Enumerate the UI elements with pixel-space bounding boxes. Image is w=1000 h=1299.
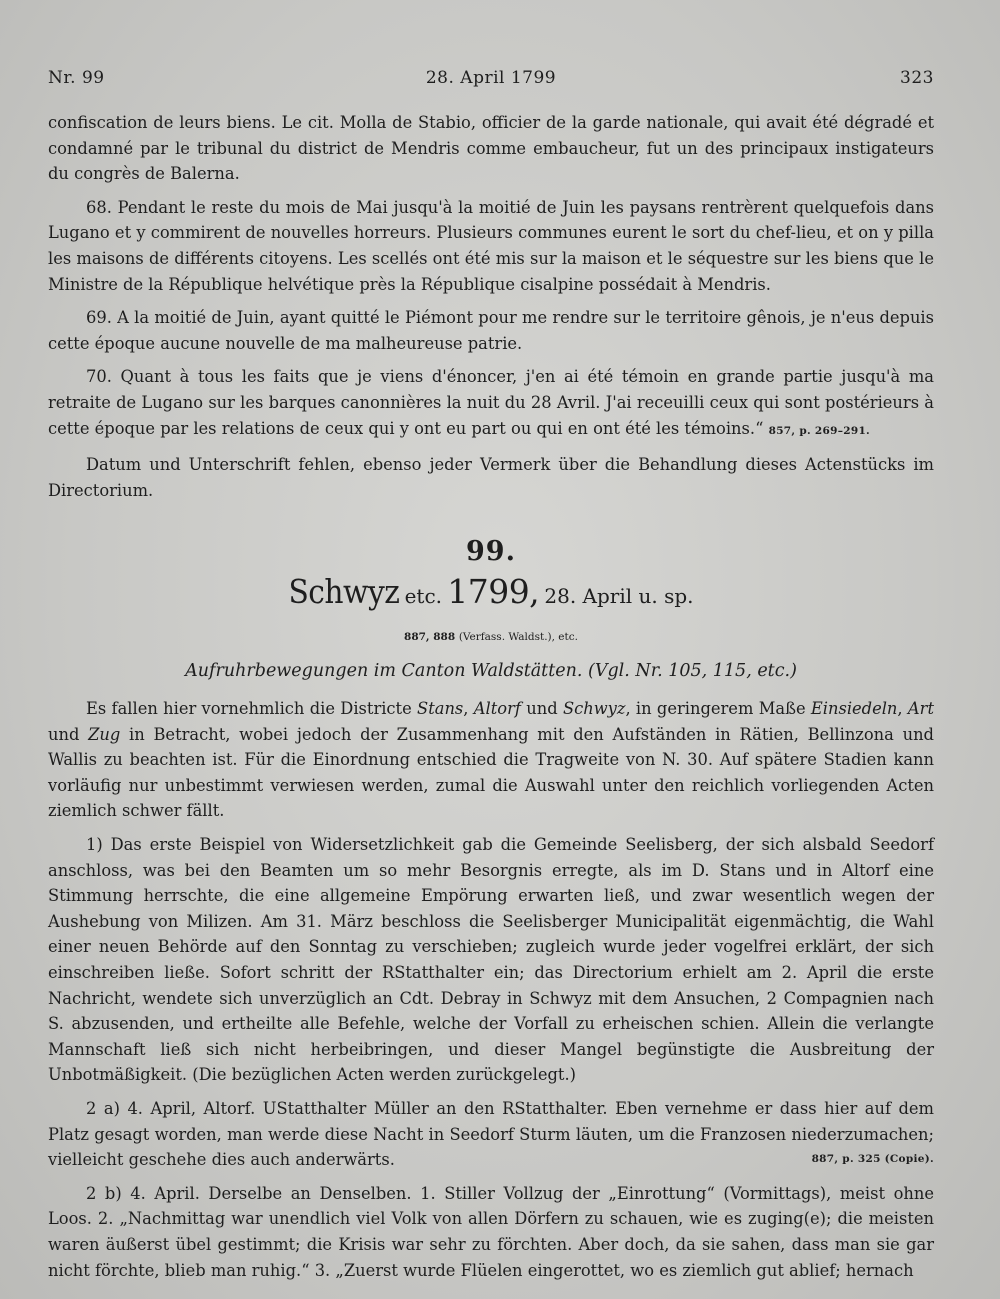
district-schwyz: Schwyz xyxy=(562,699,626,719)
place-art: Art xyxy=(907,699,935,719)
district-altorf: Altorf xyxy=(473,699,521,719)
header-date: 28. April 1799 xyxy=(425,68,557,88)
editorial-note: Datum und Unterschrift fehlen, ebenso jeder Vermerk über die Behandlung dieses Actenstücks im Directorium. xyxy=(48,455,934,500)
heading-date: 28. April u. sp. xyxy=(544,583,694,608)
heading-year: 1799, xyxy=(447,571,540,611)
intro-text: in Betracht, wobei jedoch der Zusammenhang mit den Aufständen in Rätien, Bellinzona und Wallis zu beachten ist. Für die Einordnung entschied die Tragweite von N. 30. Auf spätere Stadien kann vorläufig nur unbestimmt verwiesen werden, zumal die Auswahl unter den reichlich vorliegenden Acten ziemlich schwer fällt. xyxy=(48,724,934,821)
document-number: 99. xyxy=(466,536,516,568)
document-page xyxy=(48,68,935,1280)
section-2a-reference: 887, p. 325 (Copie). xyxy=(811,1153,934,1166)
section-2a xyxy=(48,1096,934,1173)
paragraph-68: 68. Pendant le reste du mois de Mai jusqu'à la moitié de Juin les paysans rentrèrent quelquefois dans Lugano et y commirent de nouvelles horreurs. Plusieurs communes eurent le sort du chef-lieu, et on y pilla les maisons de différents citoyens. Les scellés ont été mis sur la maison et le séquestre sur les biens que le Ministre de la République helvétique près la République cisalpine possédait à Mendris. xyxy=(48,197,934,294)
intro-paragraph xyxy=(48,696,934,824)
header-document-number: Nr. 99 xyxy=(48,68,105,88)
intro-text: und xyxy=(520,699,563,719)
refs-numbers: 887, 888 xyxy=(404,630,456,643)
document-source-refs xyxy=(48,625,934,651)
page-number: 323 xyxy=(900,68,934,88)
paragraph-67-continued: confiscation de leurs biens. Le cit. Molla de Stabio, officier de la garde nationale, qui avait été dégradé et condamné par le tribunal du district de Mendris comme embaucheur, fut un des principaux instigateurs du congrès de Balerna. xyxy=(48,113,934,184)
place-zug: Zug xyxy=(88,724,121,744)
intro-text: , xyxy=(463,699,474,719)
intro-text: und xyxy=(48,724,89,744)
district-stans: Stans xyxy=(417,699,464,719)
section-1: 1) Das erste Beispiel von Widersetzlichkeit gab die Gemeinde Seelisberg, der sich alsbald Seedorf anschloss, was bei den Beamten um so mehr Besorgnis erregte, als im D. Stans und in Altorf eine Stimmung herrschte, die eine allgemeine Empörung erwarten ließ, und zwar wesentlich wegen der Aushebung von Milizen. Am 31. März beschloss die Seelisberger Municipalität eigenmächtig, die Wahl einer neuen Behörde auf den Sonntag zu verschieben; zugleich wurde jeder vogelfrei erklärt, der sich einschreiben ließe. Sofort schritt der RStatthalter ein; das Directorium erhielt am 2. April die erste Nachricht, wendete sich unverzüglich an Cdt. Debray in Schwyz mit dem Ansuchen, 2 Compagnien nach S. abzusenden, und ertheilte alle Befehle, welche der Vorfall zu erheischen schien. Allein die verlangte Mannschaft ließ sich nicht herbeibringen, und dieser Mangel begünstigte die Ausbreitung der Unbotmäßigkeit. (Die bezüglichen Acten werden zurückgelegt.) xyxy=(48,835,934,1085)
running-head xyxy=(48,68,934,96)
intro-text: , xyxy=(897,699,908,719)
paragraph-70-text: 70. Quant à tous les faits que je viens d'énoncer, j'en ai été témoin en grande partie jusqu'à ma retraite de Lugano sur les barques canonnières la nuit du 28 Avril. J'ai receuilli ceux qui sont postérieurs à cette époque par les relations de ceux qui y ont eu part ou qui en ont été les témoins.“ xyxy=(48,367,934,438)
section-2a-text: 2 a) 4. April, Altorf. UStatthalter Müller an den RStatthalter. Eben vernehme er dass hier auf dem Platz gesagt worden, man werde diese Nacht in Seedorf Sturm läuten, um die Franzosen niederzumachen; vielleicht geschehe dies auch anderwärts. xyxy=(48,1099,934,1170)
paragraph-69: 69. A la moitié de Juin, ayant quitté le Piémont pour me rendre sur le territoire gênois, je n'eus depuis cette époque aucune nouvelle de ma malheureuse patrie. xyxy=(48,308,934,353)
paragraph-70 xyxy=(48,364,934,444)
intro-text: , in geringerem Maße xyxy=(625,699,811,719)
heading-etc: etc. xyxy=(404,583,443,608)
place-einsiedeln: Einsiedeln xyxy=(810,699,898,719)
document-subtitle: Aufruhrbewegungen im Canton Waldstätten. (Vgl. Nr. 105, 115, etc.) xyxy=(185,660,797,681)
heading-place: Schwyz xyxy=(288,571,400,611)
source-reference: 857, p. 269–291. xyxy=(768,424,871,437)
document-heading xyxy=(48,571,934,615)
body-text xyxy=(48,110,934,1283)
intro-text: Es fallen hier vornehmlich die Districte xyxy=(86,699,418,719)
section-2b: 2 b) 4. April. Derselbe an Denselben. 1. Stiller Vollzug der „Einrottung“ (Vormittags), meist ohne Loos. 2. „Nachmittag war unendlich viel Volk von allen Dörfern zu schauen, wie es zuging(e); die meisten waren äußerst übel gestimmt; die Krisis war sehr zu förchten. Aber doch, da sie sahen, dass man sie gar nicht förchte, blieb man ruhig.“ 3. „Zuerst wurde Flüelen eingerottet, wo es ziemlich gut ablief; hernach xyxy=(48,1183,934,1280)
refs-note: (Verfass. Waldst.), etc. xyxy=(458,630,578,643)
